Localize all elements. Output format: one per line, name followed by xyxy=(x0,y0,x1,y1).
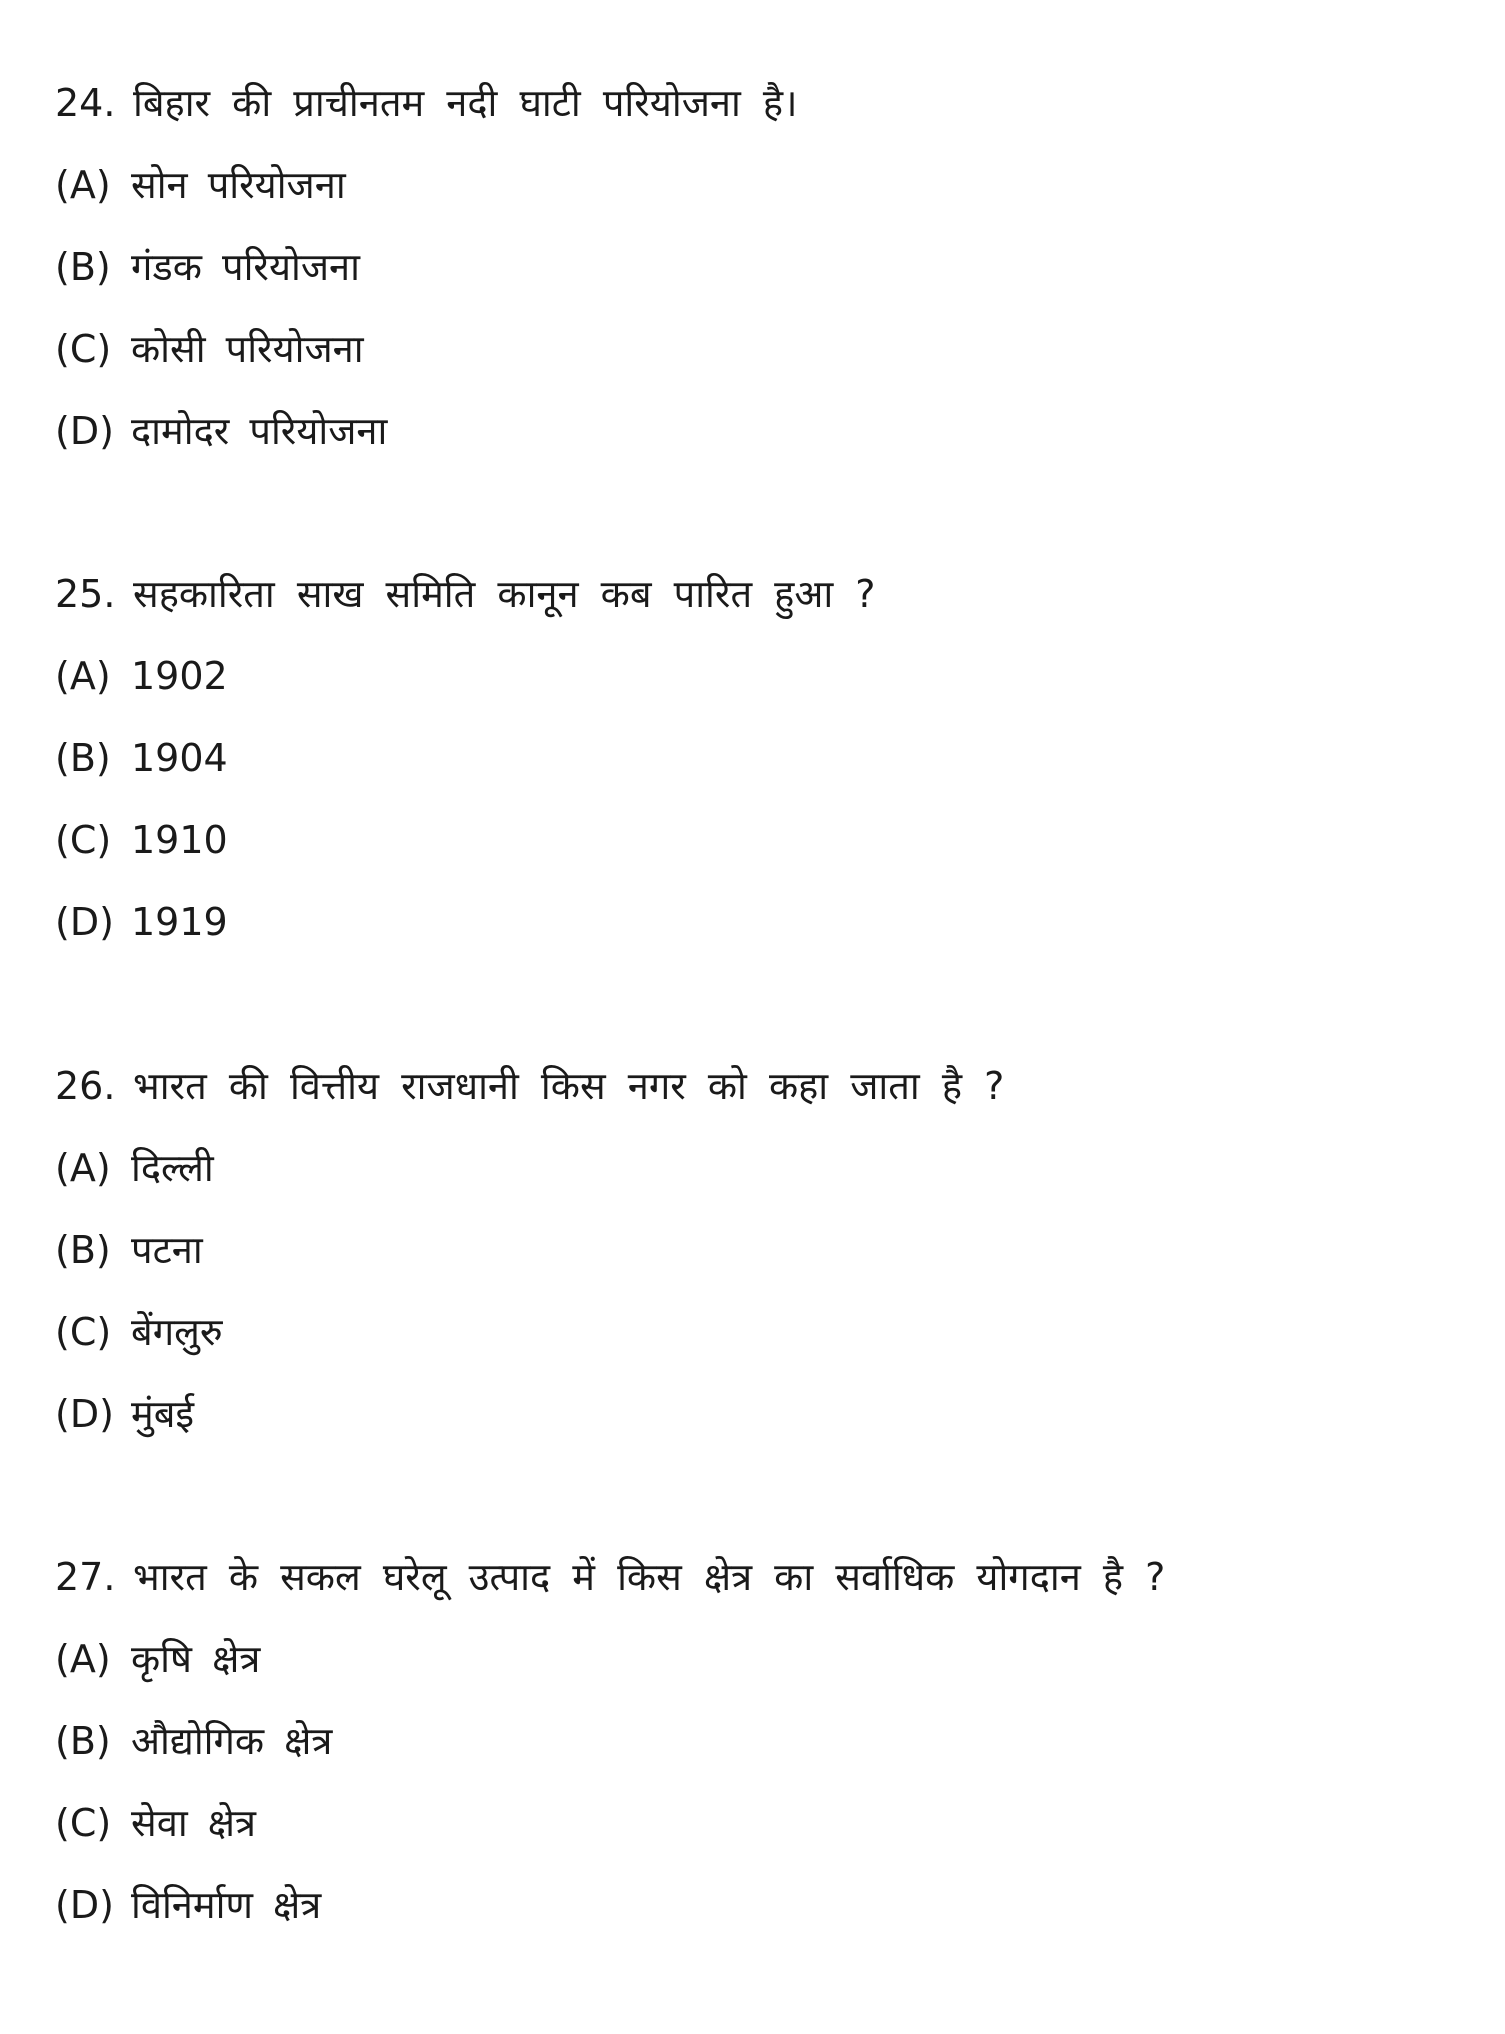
option-text: सोन परियोजना xyxy=(131,163,346,207)
option-text: 1904 xyxy=(131,736,228,780)
option-d xyxy=(55,881,1455,963)
option-c xyxy=(55,308,1455,390)
option-text: 1902 xyxy=(131,654,228,698)
option-label: (D) xyxy=(55,900,114,944)
option-c xyxy=(55,1782,1455,1864)
option-text: सेवा क्षेत्र xyxy=(131,1801,256,1845)
question-number: 27. xyxy=(55,1555,116,1599)
option-text: मुंबई xyxy=(131,1392,195,1436)
option-text: कृषि क्षेत्र xyxy=(131,1637,261,1681)
option-text: गंडक परियोजना xyxy=(131,245,360,289)
option-label: (B) xyxy=(55,1719,111,1763)
option-text: विनिर्माण क्षेत्र xyxy=(131,1883,322,1927)
option-b xyxy=(55,1209,1455,1291)
question-number: 24. xyxy=(55,81,116,125)
option-text: 1910 xyxy=(131,818,228,862)
question-stem xyxy=(55,62,1455,144)
option-c xyxy=(55,799,1455,881)
option-d xyxy=(55,1864,1455,1946)
option-a xyxy=(55,144,1455,226)
option-c xyxy=(55,1291,1455,1373)
option-text: दिल्ली xyxy=(131,1146,214,1190)
question-number: 26. xyxy=(55,1064,116,1108)
option-label: (C) xyxy=(55,1310,112,1354)
option-d xyxy=(55,390,1455,472)
question-25 xyxy=(55,553,1455,963)
option-label: (B) xyxy=(55,1228,111,1272)
option-text: कोसी परियोजना xyxy=(131,327,364,371)
question-text: भारत के सकल घरेलू उत्पाद में किस क्षेत्र का सर्वाधिक योगदान है ? xyxy=(133,1555,1166,1599)
option-b xyxy=(55,1700,1455,1782)
option-text: 1919 xyxy=(131,900,228,944)
question-26 xyxy=(55,1045,1455,1455)
question-24 xyxy=(55,62,1455,472)
option-a xyxy=(55,1618,1455,1700)
option-d xyxy=(55,1373,1455,1455)
question-stem xyxy=(55,553,1455,635)
question-stem xyxy=(55,1045,1455,1127)
question-number: 25. xyxy=(55,572,116,616)
option-b xyxy=(55,226,1455,308)
option-label: (D) xyxy=(55,409,114,453)
option-a xyxy=(55,635,1455,717)
option-label: (B) xyxy=(55,245,111,289)
question-27 xyxy=(55,1536,1455,1946)
question-text: सहकारिता साख समिति कानून कब पारित हुआ ? xyxy=(133,572,876,616)
option-label: (C) xyxy=(55,327,112,371)
question-text: बिहार की प्राचीनतम नदी घाटी परियोजना है। xyxy=(133,81,798,125)
option-text: दामोदर परियोजना xyxy=(131,409,388,453)
option-label: (D) xyxy=(55,1883,114,1927)
option-a xyxy=(55,1127,1455,1209)
option-text: औद्योगिक क्षेत्र xyxy=(131,1719,333,1763)
option-label: (A) xyxy=(55,654,111,698)
option-label: (D) xyxy=(55,1392,114,1436)
question-stem xyxy=(55,1536,1455,1618)
option-label: (C) xyxy=(55,818,112,862)
option-label: (A) xyxy=(55,163,111,207)
option-b xyxy=(55,717,1455,799)
option-label: (C) xyxy=(55,1801,112,1845)
option-label: (A) xyxy=(55,1637,111,1681)
option-text: पटना xyxy=(131,1228,203,1272)
option-label: (B) xyxy=(55,736,111,780)
option-text: बेंगलुरु xyxy=(131,1310,223,1354)
option-label: (A) xyxy=(55,1146,111,1190)
question-text: भारत की वित्तीय राजधानी किस नगर को कहा जाता है ? xyxy=(133,1064,1005,1108)
